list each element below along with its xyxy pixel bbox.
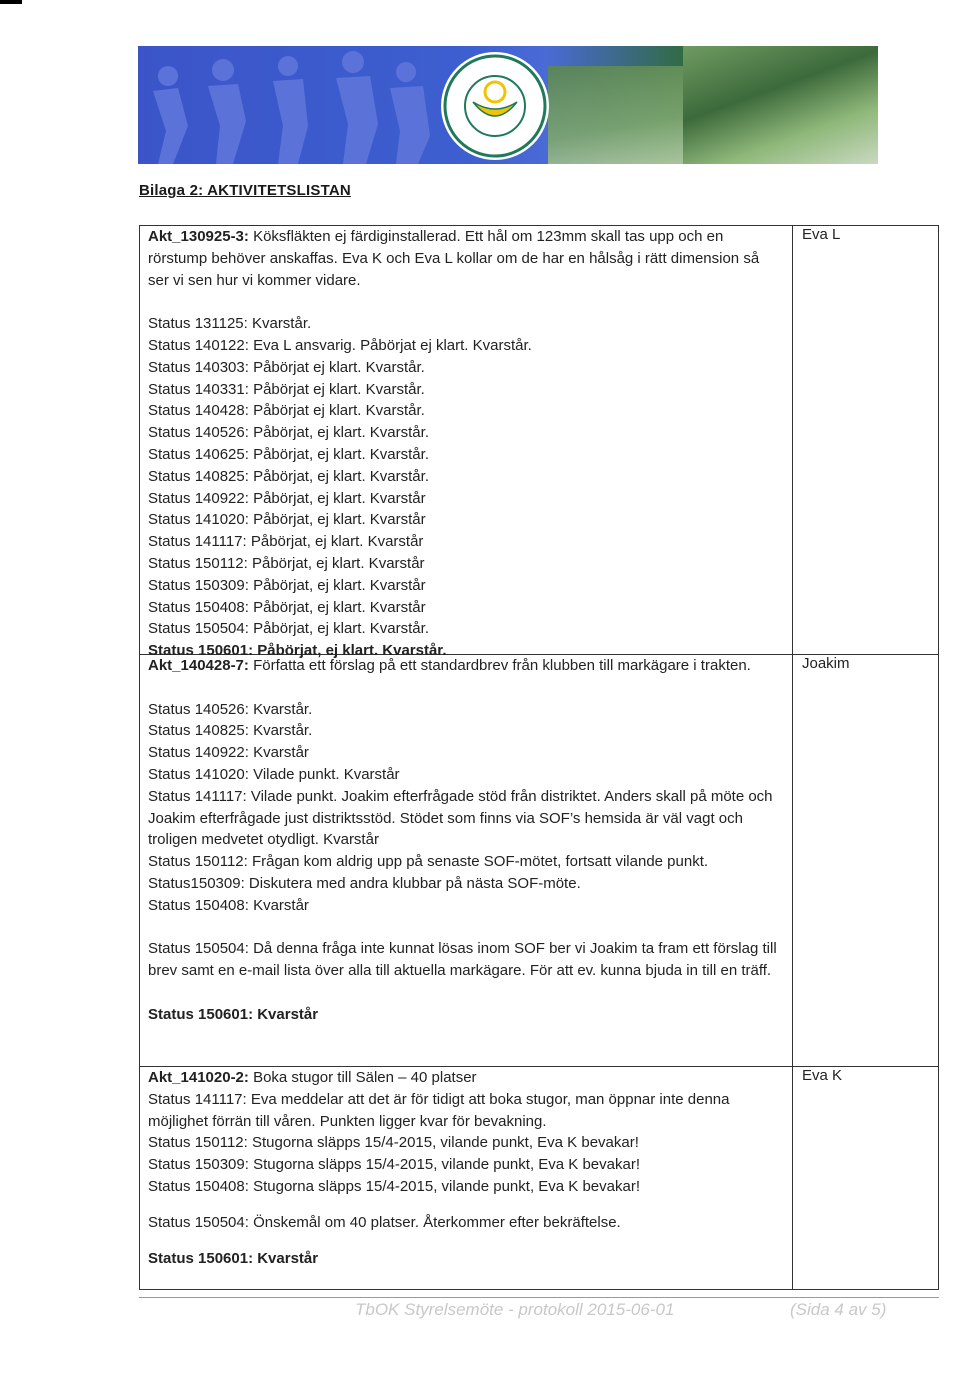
responsible-person: Joakim (802, 655, 850, 672)
activity-description: Köksfläkten ej färdiginstallerad. Ett hål om 123mm skall tas upp och en rörstump behöver anskaffas. Eva K och Eva L kollar om de har en hålsåg i rätt dimension så ser vi sen hur vi kommer vidare. (148, 228, 760, 289)
footer-rule (139, 1297, 939, 1298)
final-status: Status 150601: Kvarstår (148, 1249, 319, 1267)
runner-silhouettes-image (138, 46, 438, 164)
status-line: Status 150309: Stugorna släpps 15/4-2015, vilande punkt, Eva K bevakar! (148, 1156, 640, 1174)
status-line: Status 141020: Vilade punkt. Kvarstår (148, 765, 400, 783)
cyclists-photo-right (683, 46, 878, 164)
page-heading: Bilaga 2: AKTIVITETSLISTAN (139, 182, 351, 199)
status-line: Status 150408: Kvarstår (148, 896, 309, 914)
activity-id: Akt_130925-3: (148, 228, 249, 245)
status-line: Status 150408: Påbörjat, ej klart. Kvarstår (148, 598, 426, 616)
status-line: Status150309: Diskutera med andra klubbar på nästa SOF-möte. (148, 874, 581, 892)
scan-corner-mark (0, 0, 22, 4)
activity-id: Akt_141020-2: (148, 1069, 249, 1086)
status-line: Status 140825: Påbörjat, ej klart. Kvarstår. (148, 467, 429, 485)
status-line: Status 150112: Påbörjat, ej klart. Kvarstår (148, 554, 425, 572)
status-line: Status 140922: Påbörjat, ej klart. Kvarstår (148, 489, 426, 507)
status-line: Status 140526: Kvarstår. (148, 700, 313, 718)
final-status: Status 150601: Påbörjat, ej klart. Kvarstår. (148, 642, 447, 660)
club-logo (438, 50, 553, 162)
cyclists-photo-left (548, 66, 688, 164)
status-line: Status 140922: Kvarstår (148, 744, 309, 762)
status-line: Status 140625: Påbörjat, ej klart. Kvarstår. (148, 445, 429, 463)
responsible-column-divider (792, 225, 793, 1290)
status-paragraph: Status 150504: Då denna fråga inte kunnat lösas inom SOF ber vi Joakim ta fram ett förslag till brev samt en e-mail lista över alla till aktuella markägare. För att ev. kunna bjuda in till en träff. (148, 940, 777, 980)
activity-description: Boka stugor till Sälen – 40 platser (253, 1069, 477, 1086)
status-paragraph: Status 141117: Vilade punkt. Joakim efterfrågade stöd från distriktet. Anders skall på möte och Joakim efterfrågade just distriktsstöd. Stödet som finns via SOF’s hemsida är väl vagt och troligen medvetet otydligt. Kvarstår (148, 787, 773, 849)
status-paragraph: Status 141117: Eva meddelar att det är för tidigt att boka stugor, man öppnar inte denna möjlighet förrän till våren. Punkten ligger kvar för bevakning. (148, 1090, 730, 1130)
status-line: Status 131125: Kvarstår. (148, 315, 312, 333)
status-line: Status 150309: Påbörjat, ej klart. Kvarstår (148, 576, 426, 594)
status-line: Status 140825: Kvarstår. (148, 722, 313, 740)
status-line: Status 150408: Stugorna släpps 15/4-2015, vilande punkt, Eva K bevakar! (148, 1177, 640, 1195)
activity-description: Författa ett förslag på ett standardbrev från klubben till markägare i trakten. (253, 657, 751, 674)
footer-page-number: (Sida 4 av 5) (790, 1300, 887, 1319)
status-line: Status 150504: Önskemål om 40 platser. Återkommer efter bekräftelse. (148, 1213, 621, 1231)
status-line: Status 140428: Påbörjat ej klart. Kvarstår. (148, 402, 425, 420)
status-line: Status 140303: Påbörjat ej klart. Kvarstår. (148, 358, 425, 376)
responsible-person: Eva L (802, 226, 841, 243)
status-line: Status 140331: Påbörjat ej klart. Kvarstår. (148, 380, 425, 398)
activity-id: Akt_140428-7: (148, 657, 249, 674)
activity-row-3 (148, 1067, 783, 1269)
status-line: Status 141020: Påbörjat, ej klart. Kvarstår (148, 511, 426, 529)
status-line: Status 150112: Frågan kom aldrig upp på senaste SOF-mötet, fortsatt vilande punkt. (148, 853, 709, 871)
header-banner (138, 46, 878, 164)
status-line: Status 140526: Påbörjat, ej klart. Kvarstår. (148, 424, 429, 442)
activity-row-2 (148, 655, 783, 1026)
final-status: Status 150601: Kvarstår (148, 1005, 319, 1023)
status-line: Status 150504: Påbörjat, ej klart. Kvarstår. (148, 620, 429, 638)
footer-title: TbOK Styrelsemöte - protokoll 2015-06-01 (355, 1300, 675, 1319)
activity-row-1 (148, 226, 783, 662)
status-line: Status 150112: Stugorna släpps 15/4-2015, vilande punkt, Eva K bevakar! (148, 1134, 639, 1152)
responsible-person: Eva K (802, 1067, 843, 1084)
status-line: Status 140122: Eva L ansvarig. Påbörjat ej klart. Kvarstår. (148, 336, 532, 354)
status-line: Status 141117: Påbörjat, ej klart. Kvarstår (148, 533, 424, 551)
